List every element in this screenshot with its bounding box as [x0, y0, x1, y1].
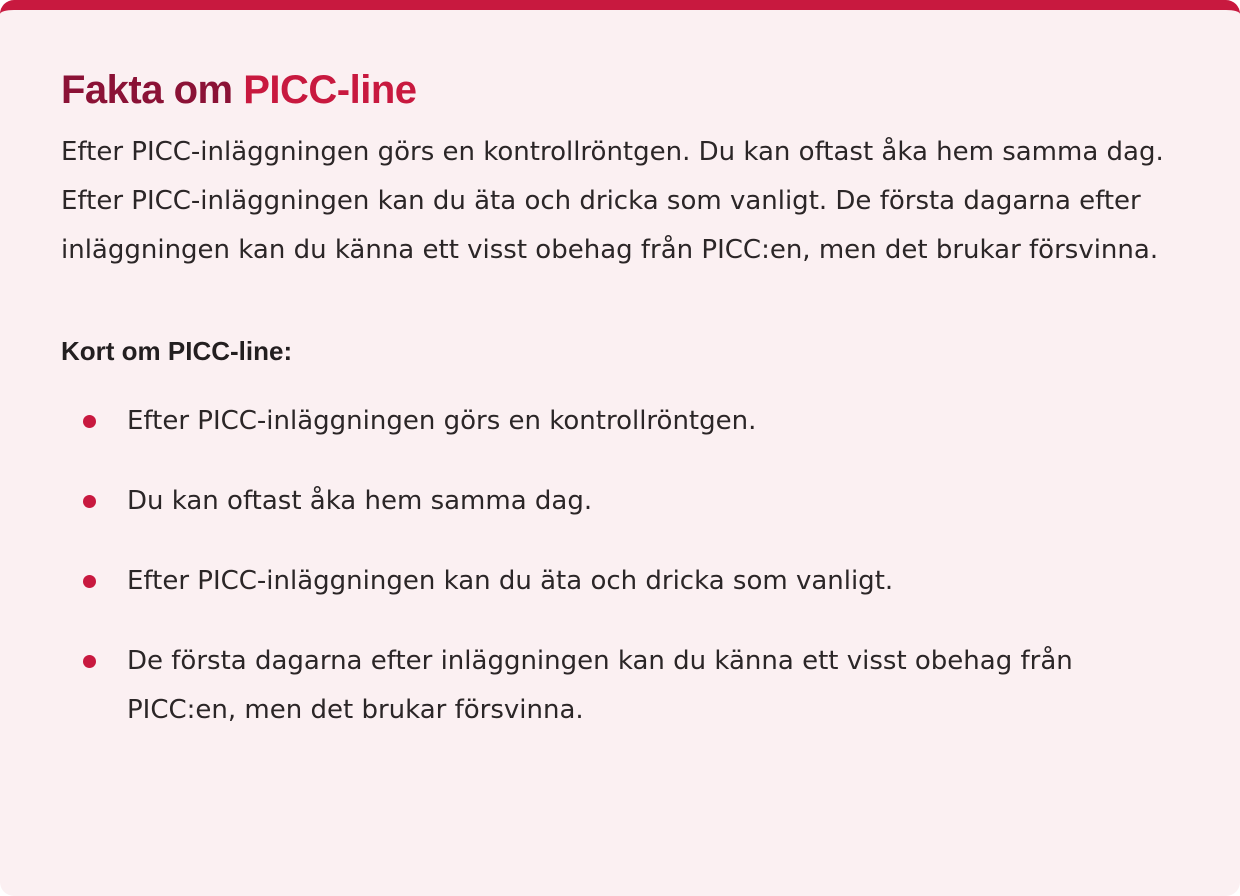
- bullet-dot-icon: [83, 655, 96, 668]
- lead-paragraph: Efter PICC-inläggningen görs en kontrollröntgen. Du kan oftast åka hem samma dag. Efter PICC-inläggningen kan du äta och dricka som vanligt. De första dagarna efter inläggningen kan du känna ett visst obehag från PICC:en, men det brukar försvinna.: [61, 137, 1164, 265]
- list-item-text: De första dagarna efter inläggningen kan du känna ett visst obehag från PICC:en, men det brukar försvinna.: [127, 646, 1073, 725]
- list-item: [61, 557, 1147, 606]
- bullet-dot-icon: [83, 415, 96, 428]
- summary-heading: Kort om PICC-line:: [61, 336, 293, 366]
- list-item: [61, 397, 1147, 446]
- fact-box-title: [61, 62, 1180, 118]
- list-item-text: Du kan oftast åka hem samma dag.: [127, 486, 593, 516]
- bullet-dot-icon: [83, 495, 96, 508]
- list-item-text: Efter PICC-inläggningen kan du äta och dricka som vanligt.: [127, 566, 894, 596]
- summary-list: [61, 397, 1180, 735]
- list-item: [61, 637, 1147, 735]
- list-item: [61, 477, 1147, 526]
- list-item-text: Efter PICC-inläggningen görs en kontrollröntgen.: [127, 406, 757, 436]
- title-accent: PICC-line: [243, 68, 417, 112]
- title-prefix: Fakta om: [61, 68, 244, 112]
- bullet-dot-icon: [83, 575, 96, 588]
